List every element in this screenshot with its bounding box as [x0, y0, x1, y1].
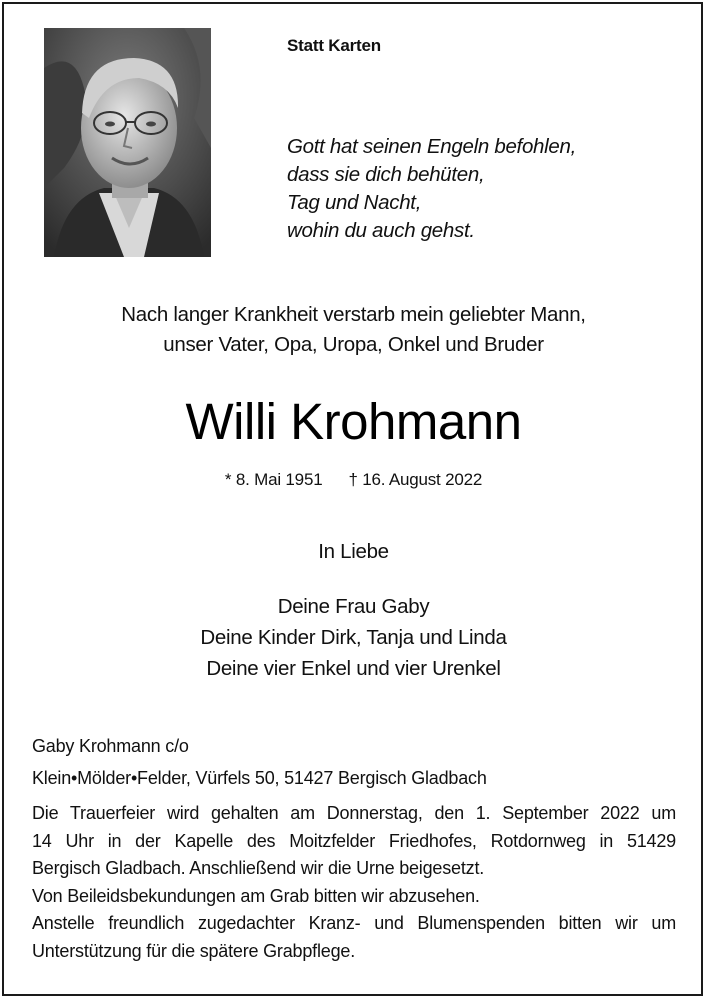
- address-line: Gaby Krohmann c/o: [32, 736, 189, 756]
- verse-line: dass sie dich behüten,: [287, 163, 485, 186]
- deceased-name: Willi Krohmann: [185, 393, 522, 450]
- intro-line: unser Vater, Opa, Uropa, Onkel und Bruder: [163, 333, 544, 356]
- mourner-line: Deine vier Enkel und vier Urenkel: [206, 657, 501, 680]
- in-love-heading: In Liebe: [318, 540, 389, 563]
- life-dates: [0, 470, 707, 490]
- death-date: † 16. August 2022: [348, 470, 483, 489]
- info-line: Unterstützung für die spätere Grabpflege.: [32, 940, 355, 961]
- statt-karten-heading: Statt Karten: [287, 36, 381, 55]
- portrait-image: [44, 28, 211, 257]
- info-line: 14 Uhr in der Kapelle des Moitzfelder Friedhofes, Rotdornweg in 51429: [32, 830, 676, 851]
- contact-address: [32, 730, 487, 794]
- mourner-line: Deine Kinder Dirk, Tanja und Linda: [200, 626, 507, 649]
- verse-line: Tag und Nacht,: [287, 191, 422, 214]
- info-line: Die Trauerfeier wird gehalten am Donnerstag, den 1. September 2022 um: [32, 803, 676, 823]
- funeral-info: [32, 800, 676, 965]
- bible-verse: [287, 133, 576, 245]
- verse-line: Gott hat seinen Engeln befohlen,: [287, 135, 577, 158]
- info-line: Von Beileidsbekundungen am Grab bitten wir abzusehen.: [32, 885, 480, 906]
- verse-line: wohin du auch gehst.: [287, 219, 475, 242]
- info-line: Bergisch Gladbach. Anschließend wir die Urne beigesetzt.: [32, 858, 485, 878]
- address-line: Klein•Mölder•Felder, Vürfels 50, 51427 Bergisch Gladbach: [32, 768, 487, 788]
- mourners-list: [0, 591, 707, 684]
- birth-date: * 8. Mai 1951: [224, 470, 323, 489]
- info-line: Anstelle freundlich zugedachter Kranz- und Blumenspenden bitten wir um: [32, 913, 676, 933]
- intro-text: [0, 300, 707, 360]
- portrait-photo: [44, 28, 211, 257]
- mourner-line: Deine Frau Gaby: [277, 595, 430, 618]
- intro-line: Nach langer Krankheit verstarb mein geliebter Mann,: [121, 303, 586, 326]
